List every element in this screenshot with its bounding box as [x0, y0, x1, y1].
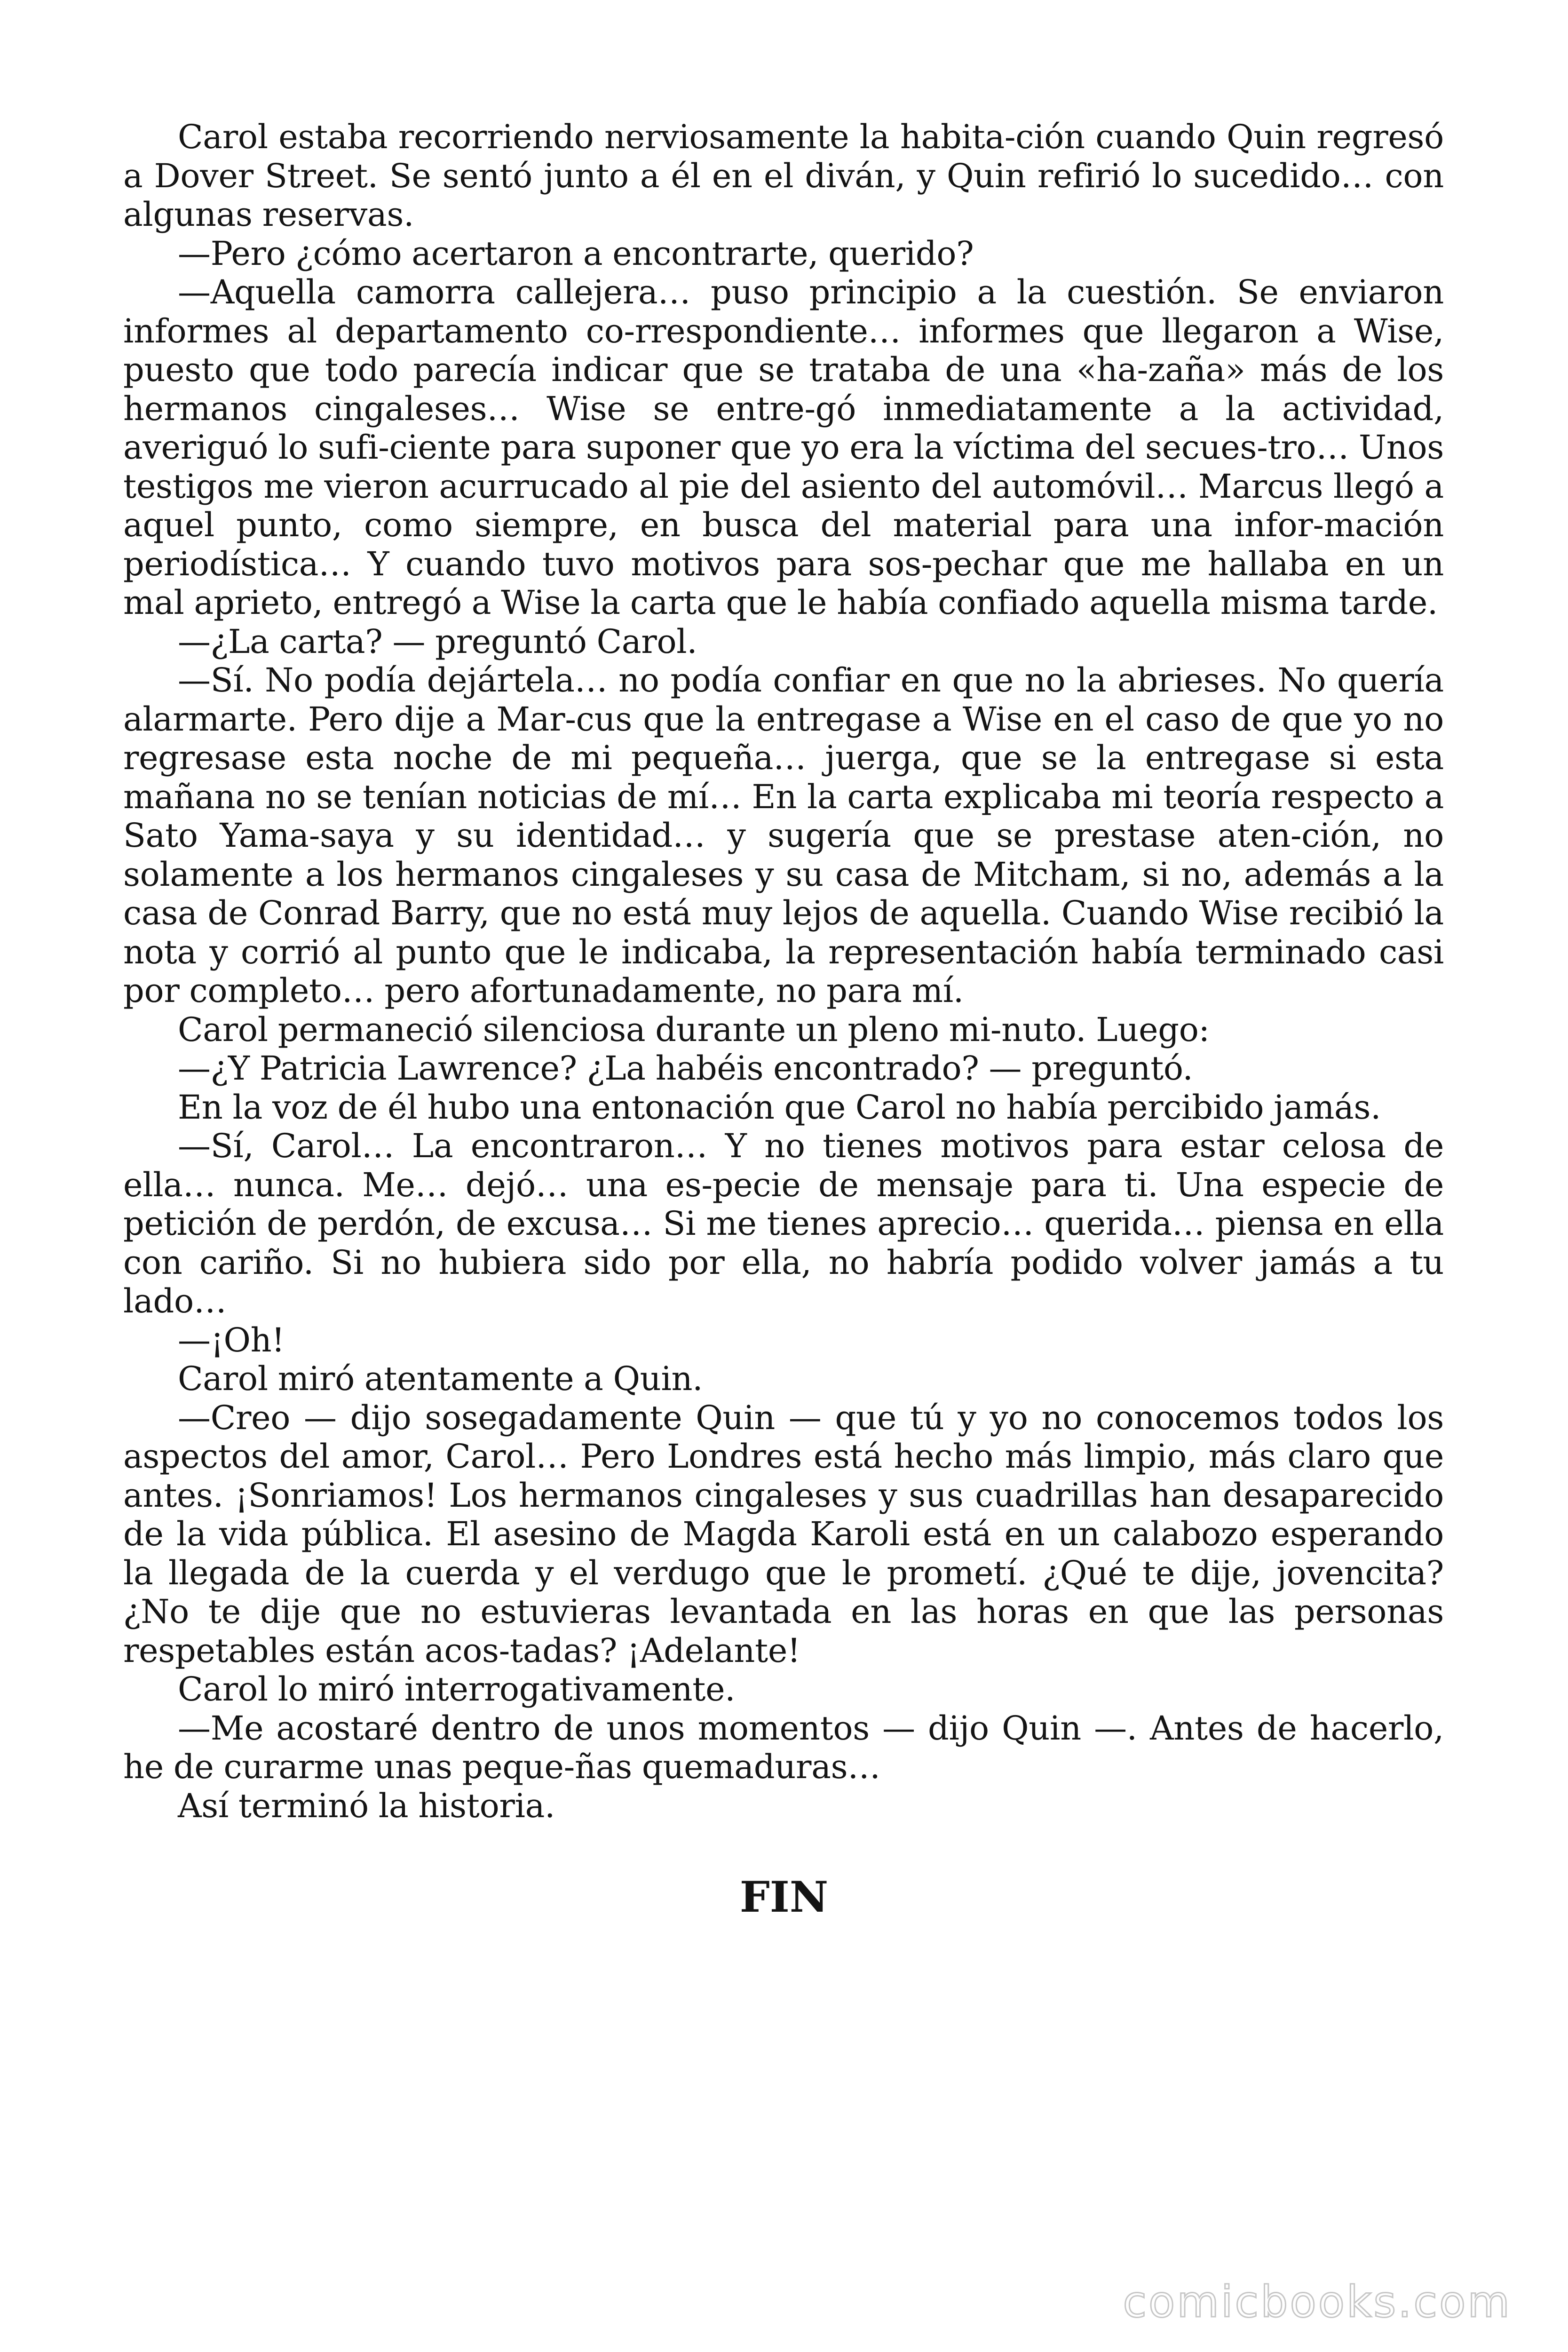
paragraph: —Me acostaré dentro de unos momentos — dijo Quin —. Antes de hacerlo, he de curarme unas peque-ñas quemaduras… [123, 1708, 1444, 1786]
paragraph: —¿Y Patricia Lawrence? ¿La habéis encontrado? — preguntó. [178, 1049, 1193, 1088]
paragraph: Carol permaneció silenciosa durante un pleno mi-nuto. Luego: [178, 1010, 1210, 1049]
paragraph: En la voz de él hubo una entonación que Carol no había percibido jamás. [178, 1088, 1381, 1127]
paragraph: Carol lo miró interrogativamente. [178, 1670, 736, 1708]
end-title: FIN [739, 1872, 829, 1922]
watermark: comicbooks.com [1123, 2277, 1512, 2327]
paragraph: —Aquella camorra callejera… puso principio a la cuestión. Se enviaron informes al departamento co-rrespondiente… informes que llegaron a Wise, puesto que todo parecía indicar que se trataba de una «ha-zaña» más de los hermanos cingaleses… Wise se entre-gó inmediatamente a la actividad, averiguó lo sufi-ciente para suponer que yo era la víctima del secues-tro… Unos testigos me vieron acurrucado al pie del asiento del automóvil… Marcus llegó a aquel punto, como siempre, en busca del material para una infor-mación periodística… Y cuando tuvo motivos para sos-pechar que me hallaba en un mal aprieto, entregó a Wise la carta que le había confiado aquella misma tarde. [123, 273, 1444, 622]
paragraph: —Pero ¿cómo acertaron a encontrarte, querido? [178, 234, 974, 273]
paragraph: Así terminó la historia. [178, 1786, 555, 1825]
paragraph: Carol estaba recorriendo nerviosamente la habita-ción cuando Quin regresó a Dover Street. Se sentó junto a él en el diván, y Quin refirió lo sucedido… con algunas reservas. [123, 118, 1444, 234]
paragraph: —Sí, Carol… La encontraron… Y no tienes motivos para estar celosa de ella… nunca. Me… dejó… una es-pecie de mensaje para ti. Una especie de petición de perdón, de excusa… Si me tienes aprecio… querida… piensa en ella con cariño. Si no hubiera sido por ella, no habría podido volver jamás a tu lado… [123, 1127, 1444, 1320]
paragraph: —Creo — dijo sosegadamente Quin — que tú y yo no conocemos todos los aspectos del amor, Carol… Pero Londres está hecho más limpio, más claro que antes. ¡Sonriamos! Los hermanos cingaleses y sus cuadrillas han desaparecido de la vida pública. El asesino de Magda Karoli está en un calabozo esperando la llegada de la cuerda y el verdugo que le prometí. ¿Qué te dije, jovencita? ¿No te dije que no estuvieras levantada en las horas en que las personas respetables están acos-tadas? ¡Adelante! [123, 1398, 1444, 1670]
paragraph: —¿La carta? — preguntó Carol. [178, 622, 697, 661]
paragraph: Carol miró atentamente a Quin. [178, 1359, 703, 1398]
paragraph: —Sí. No podía dejártela… no podía confiar en que no la abrieses. No quería alarmarte. Pero dije a Mar-cus que la entregase a Wise en el caso de que yo no regresase esta noche de mi pequeña… juerga, que se la entregase si esta mañana no se tenían noticias de mí… En la carta explicaba mi teoría respecto a Sato Yama-saya y su identidad… y sugería que se prestase aten-ción, no solamente a los hermanos cingaleses y su casa de Mitcham, si no, además a la casa de Conrad Barry, que no está muy lejos de aquella. Cuando Wise recibió la nota y corrió al punto que le indicaba, la representación había terminado casi por completo… pero afortunadamente, no para mí. [123, 661, 1444, 1010]
paragraph: —¡Oh! [178, 1320, 285, 1359]
page-body [123, 118, 1444, 1825]
